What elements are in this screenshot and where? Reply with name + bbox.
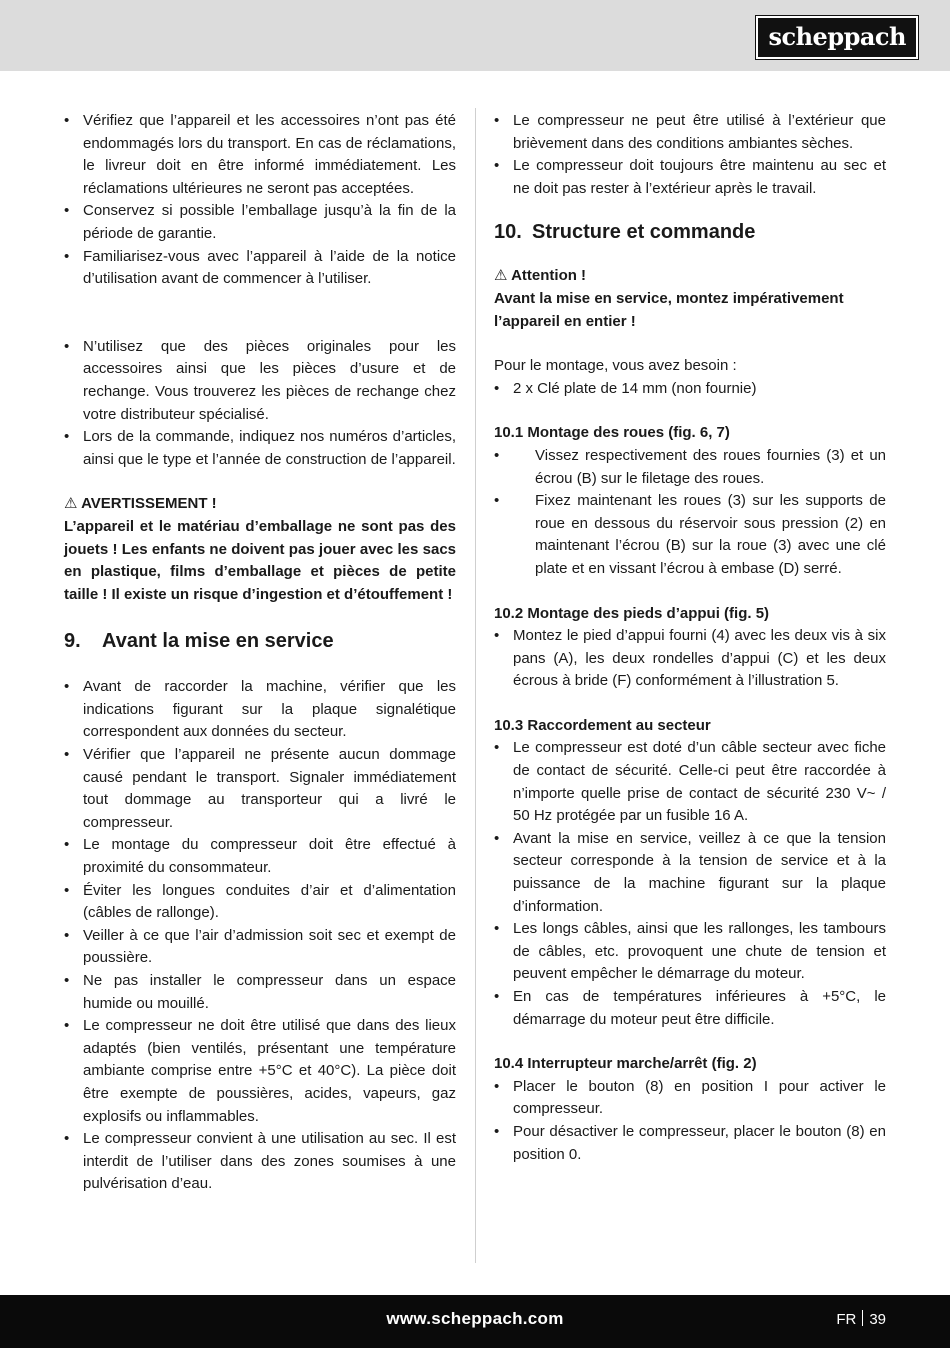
list-item: • Montez le pied d’appui fourni (4) avec les deux vis à six pans (A), les deux rondelles d’appui (C) et les deux écrous à bride (F) conformément à l’illustration 5. [494, 625, 886, 693]
warning-triangle-icon: ⚠ [494, 267, 508, 285]
website-link[interactable]: www.scheppach.com [386, 1309, 564, 1328]
subsection-10-2-title: 10.2 Montage des pieds d’appui (fig. 5) [494, 604, 770, 622]
separator [862, 1310, 863, 1326]
list-item: • Pour désactiver le compresseur, placer le bouton (8) en position 0. [494, 1121, 886, 1166]
list-item: • Le compresseur ne doit être utilisé que dans des lieux adaptés (bien ventilés, présentant une température ambiante comprise entre +5°C et 40°C). La pièce doit être exempte de poussières, acides, vapeurs, gaz explosifs ou inflammables. [64, 1015, 456, 1128]
list-item: • Avant de raccorder la machine, vérifier que les indications figurant sur la plaque signalétique correspondent aux données du secteur. [64, 676, 456, 744]
warning-heading [64, 493, 456, 516]
list-item: • Vérifiez que l’appareil et les accessoires n’ont pas été endommagés lors du transport. En cas de réclamations, le livreur doit en être informé immédiatement. Les réclamations ultérieures ne seront pas acceptées. [64, 110, 456, 200]
checks-list [64, 110, 456, 291]
section-number: 10. [494, 221, 522, 244]
brand-logo: scheppach [756, 16, 918, 59]
list-item: • Le compresseur convient à une utilisation au sec. Il est interdit de l’utiliser dans des zones soumises à une pulvérisation d’eau. [64, 1128, 456, 1196]
list-item: • Avant la mise en service, veillez à ce que la tension secteur corresponde à la tension de service et à la puissance de la machine figurant sur la plaque d’information. [494, 828, 886, 918]
list-item: • Veiller à ce que l’air d’admission soit sec et exempt de poussière. [64, 925, 456, 970]
list-item: • Éviter les longues conduites d’air et d’alimentation (câbles de rallonge). [64, 880, 456, 925]
footer-band [0, 1295, 950, 1348]
section-title: Structure et commande [532, 221, 756, 244]
header-band [0, 0, 950, 71]
before-use-list [64, 676, 456, 1196]
list-item: • N’utilisez que des pièces originales pour les accessoires ainsi que les pièces d’usure et de rechange. Vous trouverez les pièces de rechange chez votre distributeur spécialisé. [64, 336, 456, 426]
list-item: • En cas de températures inférieures à +5°C, le démarrage du moteur peut être difficile. [494, 986, 886, 1031]
list-item: • Familiarisez-vous avec l’appareil à l’aide de la notice d’utilisation avant de commencer à l’utiliser. [64, 246, 456, 291]
mains-list [494, 737, 886, 1031]
list-item: • Vérifier que l’appareil ne présente aucun dommage causé pendant le transport. Signaler immédiatement tout dommage au transporteur qui a livré le compresseur. [64, 744, 456, 834]
right-column [494, 110, 886, 1166]
attention-title: Attention ! [511, 267, 587, 285]
list-item: • Vissez respectivement des roues fournies (3) et un écrou (B) sur le filetage des roues. [494, 445, 886, 490]
left-column [64, 110, 456, 1196]
feet-list [494, 625, 886, 693]
column-divider [475, 108, 476, 1263]
section-title: Avant la mise en service [102, 630, 334, 653]
attention-text: Avant la mise en service, montez impérativement l’appareil en entier ! [494, 289, 844, 330]
warning-text: L’appareil et le matériau d’emballage ne sont pas des jouets ! Les enfants ne doivent pas jouer avec les sacs en plastique, films d’emballage et pièces de petite taille ! Il existe un risque d’ingestion et d’étouffement ! [64, 517, 456, 603]
subsection-10-4-title: 10.4 Interrupteur marche/arrêt (fig. 2) [494, 1055, 757, 1073]
parts-list [64, 336, 456, 472]
list-item: • Le compresseur ne peut être utilisé à l’extérieur que brièvement dans des conditions ambiantes sèches. [494, 110, 886, 155]
outdoor-list [494, 110, 886, 200]
warning-triangle-icon: ⚠ [64, 495, 78, 513]
list-item: • Fixez maintenant les roues (3) sur les supports de roue en dessous du réservoir sous pression (2) en maintenant l’écrou (B) sur la roue (3) avec une clé plate et en vissant l’écrou à embase (D) serré. [494, 490, 886, 580]
list-item: • 2 x Clé plate de 14 mm (non fournie) [494, 378, 886, 401]
section-10-heading [494, 219, 886, 245]
switch-list [494, 1076, 886, 1166]
list-item: • Les longs câbles, ainsi que les rallonges, les tambours de câbles, etc. provoquent une chute de tension et peuvent empêcher le démarrage du moteur. [494, 918, 886, 986]
language-code: FR [836, 1311, 857, 1328]
section-9-heading [64, 628, 456, 654]
assembly-tools-list [494, 378, 886, 401]
list-item: • Conservez si possible l’emballage jusqu’à la fin de la période de garantie. [64, 200, 456, 245]
subsection-10-3-title: 10.3 Raccordement au secteur [494, 716, 711, 734]
list-item: • Lors de la commande, indiquez nos numéros d’articles, ainsi que le type et l’année de construction de l’appareil. [64, 426, 456, 471]
list-item: • Le compresseur doit toujours être maintenu au sec et ne doit pas rester à l’extérieur après le travail. [494, 155, 886, 200]
subsection-10-1-title: 10.1 Montage des roues (fig. 6, 7) [494, 424, 730, 442]
list-item: • Le compresseur est doté d’un câble secteur avec fiche de contact de sécurité. Celle-ci peut être raccordée à n’importe quelle prise de contact de sécurité 230 V~ / 50 Hz protégée par un fusible 16 A. [494, 737, 886, 827]
section-number: 9. [64, 630, 81, 653]
list-item: • Le montage du compresseur doit être effectué à proximité du consommateur. [64, 834, 456, 879]
list-item: • Placer le bouton (8) en position I pour activer le compresseur. [494, 1076, 886, 1121]
warning-title: AVERTISSEMENT ! [81, 495, 217, 513]
wheels-list [494, 445, 886, 581]
list-item: • Ne pas installer le compresseur dans un espace humide ou mouillé. [64, 970, 456, 1015]
attention-heading [494, 265, 886, 288]
page-number: 39 [869, 1311, 886, 1328]
assembly-intro: Pour le montage, vous avez besoin : [494, 357, 737, 375]
page-indicator [836, 1310, 886, 1328]
